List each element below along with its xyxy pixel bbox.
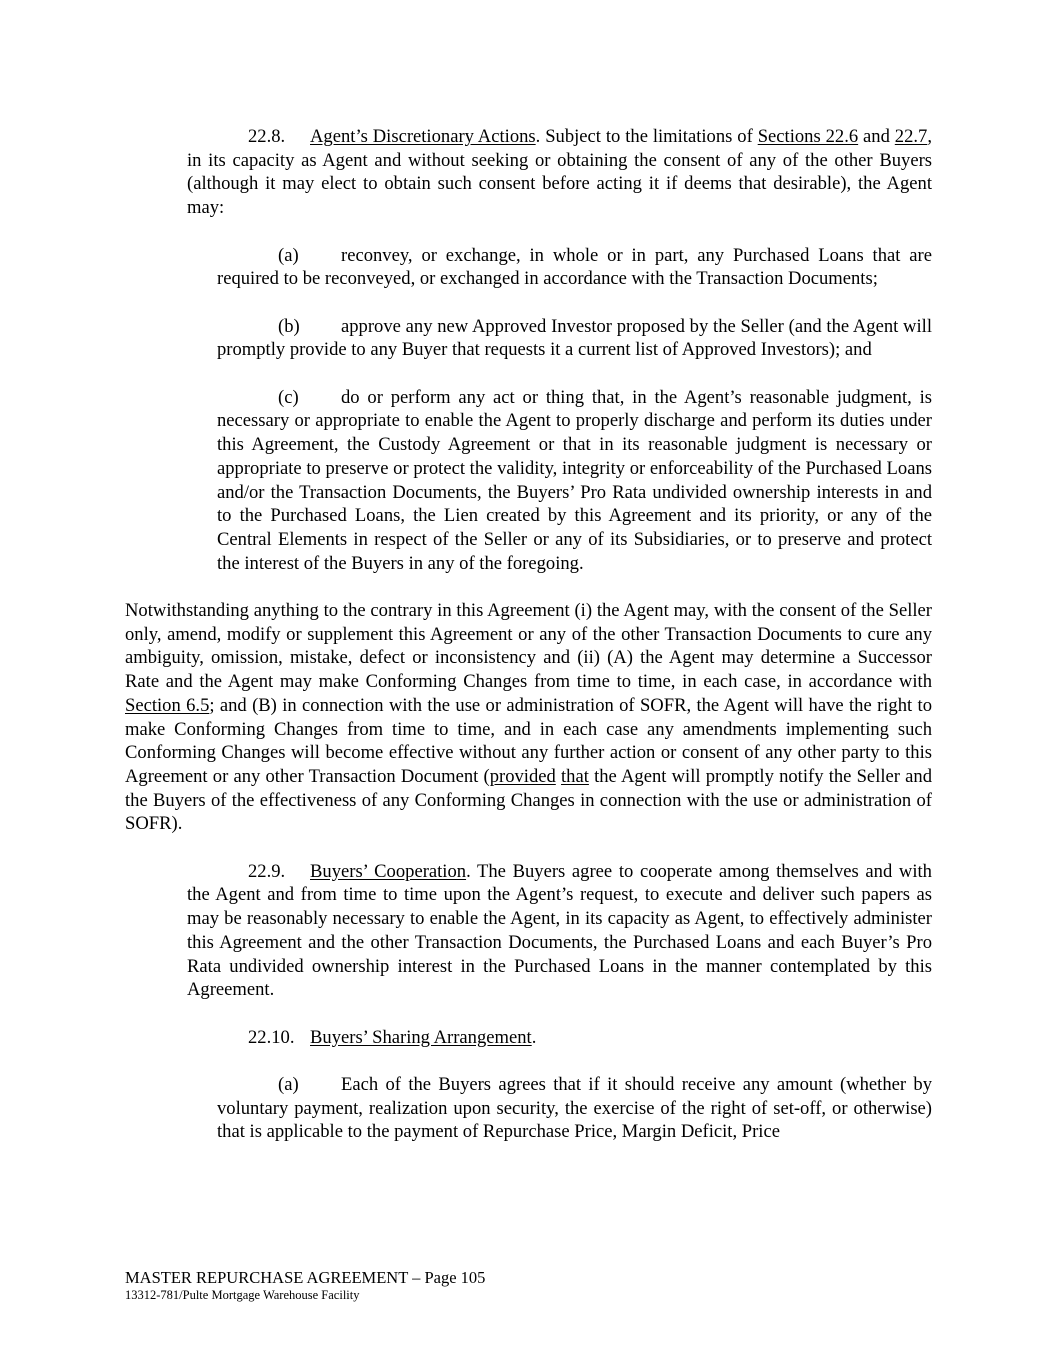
paragraph bbox=[217, 1073, 932, 1144]
underlined-term: provided bbox=[489, 765, 556, 787]
paragraph-number: (a) bbox=[278, 1074, 299, 1096]
paragraph-number: 22.8. bbox=[248, 126, 286, 147]
text-segment: reconvey, or exchange, in whole or in part, any Purchased Loans that are required to be reconveyed, or exchanged in accordance with the Transaction Documents; bbox=[217, 244, 932, 290]
underlined-term: Sections 22.6 bbox=[757, 126, 859, 147]
text-segment: , in its capacity as Agent and without seeking or obtaining the consent of any of the other Buyers (although it may elect to obtain such consent before acting it if deems that desirable), the Agent may: bbox=[187, 126, 932, 219]
underlined-term: Buyers’ Sharing Arrangement bbox=[310, 1026, 532, 1048]
paragraph-number: (a) bbox=[278, 244, 299, 266]
footer-title: MASTER REPURCHASE AGREEMENT – Page 105 bbox=[125, 1268, 486, 1287]
text-segment: . bbox=[531, 1026, 537, 1048]
footer-doc-id: 13312-781/Pulte Mortgage Warehouse Facility bbox=[125, 1288, 360, 1302]
page-footer bbox=[125, 1268, 485, 1303]
paragraph bbox=[217, 244, 932, 291]
paragraph-number: (c) bbox=[278, 386, 299, 408]
underlined-term: 22.7 bbox=[894, 126, 928, 147]
text-segment: do or perform any act or thing that, in the Agent’s reasonable judgment, is necessary or appropriate to enable the Agent to properly discharge and perform its duties under this Agreement, the Custody Agreement or that in its reasonable judgment is necessary or appropriate to preserve or protect the validity, integrity or enforceability of the Purchased Loans and/or the Transaction Documents, the Buyers’ Pro Rata undivided ownership interests in and to the Purchased Loans, the Lien created by this Agreement and its priority, or any of the Central Elements in respect of the Seller or any of its Subsidiaries, or to preserve and protect the interest of the Buyers in any of the foregoing. bbox=[217, 386, 932, 574]
text-segment: Each of the Buyers agrees that if it should receive any amount (whether by voluntary payment, realization upon security, the exercise of the right of set-off, or otherwise) that is applicable to the payment of Repurchase Price, Margin Deficit, Price bbox=[217, 1074, 932, 1143]
underlined-term: Buyers’ Cooperation bbox=[310, 860, 467, 882]
paragraph bbox=[187, 1026, 932, 1050]
text-segment: Notwithstanding anything to the contrary in this Agreement (i) the Agent may, with the consent of the Seller only, amend, modify or supplement this Agreement or any of the other Transaction Documents to cure any ambiguity, omission, mistake, defect or inconsistency and (ii) (A) the Agent may determine a Successor Rate and the Agent may make Conforming Changes from time to time, in each case, in accordance with bbox=[125, 600, 932, 693]
paragraph-number: 22.10. bbox=[248, 1026, 295, 1048]
text-segment: . Subject to the limitations of bbox=[535, 126, 758, 147]
text-segment: the Agent will promptly notify the Seller and the Buyers of the effectiveness of any Conforming Changes in connection with the use or administration of SOFR). bbox=[125, 765, 933, 835]
paragraph bbox=[187, 860, 932, 1002]
paragraph-number: (b) bbox=[278, 315, 300, 337]
paragraph bbox=[187, 125, 932, 220]
underlined-term: Section 6.5 bbox=[125, 694, 210, 716]
underlined-term: Agent’s Discretionary Actions bbox=[310, 126, 536, 147]
text-segment: . The Buyers agree to cooperate among themselves and with the Agent and from time to time upon the Agent’s request, to execute and deliver such papers as may be reasonably necessary to enable the Agent, in its capacity as Agent, to effectively administer this Agreement and the other Transaction Documents, the Purchased Loans and each Buyer’s Pro Rata undivided ownership interest in the Purchased Loans in the manner contemplated by this Agreement. bbox=[187, 860, 932, 1001]
text-segment: and bbox=[858, 126, 895, 147]
paragraph bbox=[217, 386, 932, 576]
text-segment: approve any new Approved Investor proposed by the Seller (and the Agent will promptly provide to any Buyer that requests it a current list of Approved Investors); and bbox=[217, 315, 932, 361]
document-body bbox=[125, 125, 932, 1168]
underlined-term: that bbox=[561, 765, 589, 787]
paragraph-number: 22.9. bbox=[248, 860, 286, 882]
text-segment: ; and (B) in connection with the use or administration of SOFR, the Agent will have the right to make Conforming Changes from time to time, and in each case any amendments implementing such Conforming Changes will become effective without any further action or consent of any other party to this Agreement or any other Transaction Document ( bbox=[125, 694, 932, 787]
paragraph bbox=[125, 599, 932, 836]
paragraph bbox=[217, 315, 932, 362]
